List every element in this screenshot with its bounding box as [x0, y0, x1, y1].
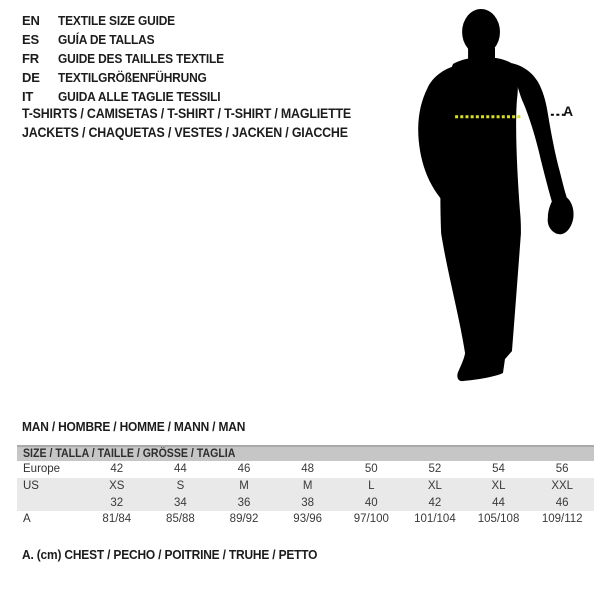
- size-cell: 81/84: [102, 513, 132, 525]
- size-cell: 109/112: [541, 513, 583, 525]
- table-row-chest-cm: [17, 511, 594, 528]
- measurement-footnote: A. (cm) CHEST / PECHO / POITRINE / TRUHE / PETTO: [22, 547, 318, 562]
- language-row: [22, 11, 238, 30]
- size-cell: 42: [110, 463, 124, 475]
- language-legend: [22, 11, 238, 106]
- size-cell: 32: [110, 497, 124, 509]
- guide-title: GUIDA ALLE TAGLIE TESSILI: [58, 89, 221, 104]
- table-row-us-numeric: [17, 495, 594, 511]
- row-label: [17, 495, 85, 511]
- measure-label-a: A: [563, 103, 574, 119]
- language-row: [22, 68, 238, 87]
- guide-title: GUÍA DE TALLAS: [58, 32, 155, 47]
- size-cell: M: [239, 480, 249, 492]
- size-cell: 42: [428, 497, 442, 509]
- language-code: ES: [22, 32, 39, 47]
- size-cell: 50: [364, 463, 378, 475]
- section-title-man: MAN / HOMBRE / HOMME / MANN / MAN: [22, 419, 246, 434]
- guide-title: TEXTILGRÖßENFÜHRUNG: [58, 70, 207, 85]
- size-cell: 44: [174, 463, 187, 475]
- size-cell: 38: [301, 497, 315, 509]
- size-cell: 40: [364, 497, 378, 509]
- size-cell: XL: [491, 480, 506, 492]
- size-cell: 46: [555, 497, 569, 509]
- garment-categories: [22, 104, 380, 142]
- size-cell: 36: [237, 497, 251, 509]
- size-cell: 54: [492, 463, 505, 475]
- language-row: [22, 30, 238, 49]
- size-cell: 101/104: [414, 513, 456, 525]
- row-label: A: [23, 513, 31, 525]
- guide-title: TEXTILE SIZE GUIDE: [58, 13, 175, 28]
- table-row-europe: [17, 461, 594, 478]
- size-cell: M: [302, 480, 313, 492]
- size-table: [17, 445, 594, 528]
- category-tshirts: T-SHIRTS / CAMISETAS / T-SHIRT / T-SHIRT / MAGLIETTE: [22, 106, 352, 121]
- size-cell: XS: [109, 480, 125, 492]
- size-cell: 46: [237, 463, 251, 475]
- size-cell: XXL: [551, 480, 574, 492]
- language-code: FR: [22, 51, 39, 66]
- guide-title: GUIDE DES TAILLES TEXTILE: [58, 51, 224, 66]
- size-cell: 89/92: [229, 513, 259, 525]
- size-cell: 34: [174, 497, 187, 509]
- category-jackets: JACKETS / CHAQUETAS / VESTES / JACKEN / GIACCHE: [22, 125, 348, 140]
- size-cell: 85/88: [166, 513, 195, 525]
- size-cell: 44: [492, 497, 505, 509]
- size-cell: 48: [301, 463, 315, 475]
- size-cell: XL: [427, 480, 442, 492]
- row-label: Europe: [23, 463, 61, 475]
- size-cell: 52: [428, 463, 442, 475]
- language-row: [22, 49, 238, 68]
- language-code: EN: [22, 13, 40, 28]
- size-cell: S: [176, 480, 185, 492]
- size-table-header: SIZE / TALLA / TAILLE / GRÖSSE / TAGLIA: [17, 445, 594, 461]
- size-cell: 56: [555, 463, 569, 475]
- silhouette-torso-legs: [440, 57, 521, 381]
- size-cell: 97/100: [353, 513, 389, 525]
- man-silhouette: [415, 6, 575, 390]
- size-cell: 93/96: [293, 513, 323, 525]
- table-row-us: [17, 478, 594, 495]
- language-code: DE: [22, 70, 40, 85]
- language-code: IT: [22, 89, 34, 104]
- size-cell: 105/108: [477, 513, 520, 525]
- row-label: US: [23, 480, 39, 492]
- size-cell: L: [368, 480, 375, 492]
